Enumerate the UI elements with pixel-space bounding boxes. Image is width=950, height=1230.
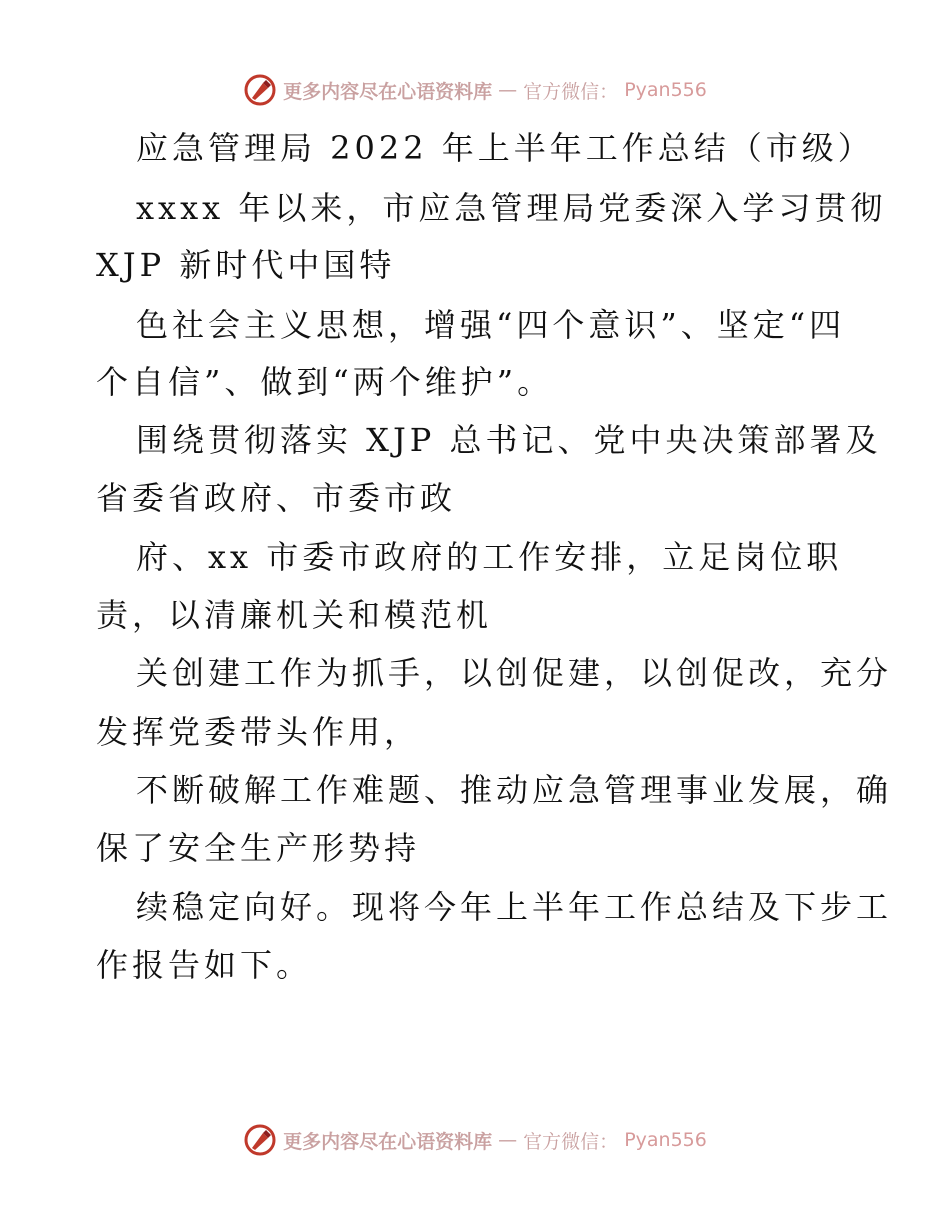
paragraph-line: 个自信”、做到“两个维护”。 [96, 363, 554, 401]
paragraph-line: 省委省政府、市委市政 [96, 479, 457, 517]
paragraph-line: 不断破解工作难题、推动应急管理事业发展，确 [136, 771, 893, 809]
banner-separator: — [498, 79, 518, 101]
paragraph-line: 色社会主义思想，增强“四个意识”、坚定“四 [136, 306, 846, 344]
pen-nib-logo-icon [243, 73, 277, 107]
paragraph-line: 府、xx 市委市政府的工作安排，立足岗位职 [136, 538, 843, 576]
banner-wechat-id: Pyan556 [624, 79, 707, 101]
paragraph-line: xxxx 年以来，市应急管理局党委深入学习贯彻 [136, 189, 887, 227]
paragraph-line: 发挥党委带头作用， [96, 713, 421, 751]
header-banner [0, 70, 950, 110]
pen-nib-logo-icon [243, 1123, 277, 1157]
paragraph-line: 关创建工作为抓手，以创促建，以创促改，充分 [136, 654, 893, 692]
banner-brand-text: 更多内容尽在心语资料库 [283, 80, 493, 103]
paragraph-line: 续稳定向好。现将今年上半年工作总结及下步工 [136, 888, 893, 926]
banner-wechat-id: Pyan556 [624, 1129, 707, 1151]
paragraph-line: 作报告如下。 [96, 946, 313, 984]
banner-official-label: 官方微信： [523, 1130, 619, 1153]
banner-separator: — [498, 1129, 518, 1151]
paragraph-line: 围绕贯彻落实 XJP 总书记、党中央决策部署及 [136, 421, 882, 459]
paragraph-line: 责，以清廉机关和模范机 [96, 596, 493, 634]
paragraph-line: XJP 新时代中国特 [96, 246, 396, 284]
banner-brand-text: 更多内容尽在心语资料库 [283, 1130, 493, 1153]
document-title: 应急管理局 2022 年上半年工作总结（市级） [136, 129, 874, 167]
footer-banner [0, 1120, 950, 1160]
paragraph-line: 保了安全生产形势持 [96, 829, 421, 867]
banner-official-label: 官方微信： [523, 80, 619, 103]
